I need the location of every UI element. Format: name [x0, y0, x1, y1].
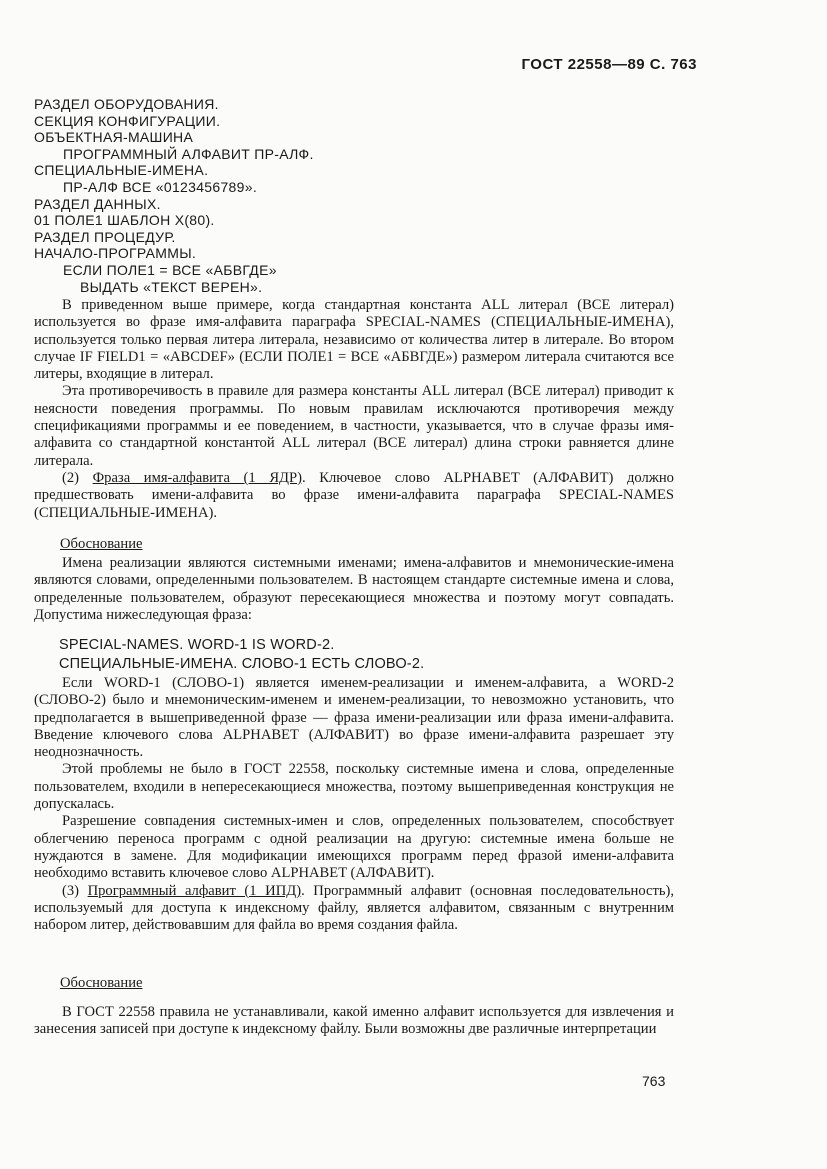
paragraph [34, 883, 674, 935]
code-line: СПЕЦИАЛЬНЫЕ-ИМЕНА. [34, 162, 209, 179]
code-line: ПРОГРАММНЫЙ АЛФАВИТ ПР-АЛФ. [63, 145, 314, 162]
code-line: ПР-АЛФ ВСЕ «0123456789». [63, 178, 258, 195]
code-line: НАЧАЛО-ПРОГРАММЫ. [34, 245, 197, 262]
code-listing [34, 96, 434, 295]
code-line: СЕКЦИЯ КОНФИГУРАЦИИ. [34, 112, 221, 129]
section-heading: Обоснование [60, 536, 143, 552]
code-line: РАЗДЕЛ ОБОРУДОВАНИЯ. [34, 96, 219, 112]
item-title: Фраза имя-алфавита (1 ЯДР) [92, 469, 302, 486]
paragraph: В ГОСТ 22558 правила не устанавливали, какой именно алфавит используется для извлечения и занесения записей при доступе к индексному файлу. Были возможны две различные интерпретации [34, 1004, 674, 1038]
item-number: (2) [62, 469, 93, 486]
section-heading: Обоснование [60, 975, 143, 991]
paragraph: В приведенном выше примере, когда стандартная константа ALL литерал (ВСЕ литерал) используется во фразе имя-алфавита параграфа SPECIAL-NAMES (СПЕЦИАЛЬНЫЕ-ИМЕНА), используется только первая литера литерала, независимо от количества литер в литерале. Во втором случае IF FIELD1 = «ABCDEF» (ЕСЛИ ПОЛЕ1 = ВСЕ «АБВГДЕ») размером литерала считаются все литеры, входящие в литерал. [34, 297, 674, 383]
paragraph: Этой проблемы не было в ГОСТ 22558, поскольку системные имена и слова, определенные пользователем, входили в непересекающиеся множества, поэтому вышеприведенная конструкция не допускалась. [34, 761, 674, 813]
page-header: ГОСТ 22558—89 С. 763 [521, 56, 697, 73]
item-number: (3) [62, 882, 88, 899]
text-block-4 [34, 1004, 674, 1039]
code-line: ОБЪЕКТНАЯ-МАШИНА [34, 129, 194, 146]
text-block-1 [34, 297, 674, 522]
code-line: РАЗДЕЛ ДАННЫХ. [34, 195, 161, 212]
text-block-3 [34, 675, 674, 934]
item-text: . Программный алфавит (основная последовательность), используемый для доступа к индексному файлу, является алфавитом, связанным с внутренним набором литер, действовавшим для файла во время создания файла. [34, 882, 675, 934]
code-line: 01 ПОЛЕ1 ШАБЛОН X(80). [34, 212, 215, 229]
paragraph: Разрешение совпадения системных-имен и слов, определенных пользователем, способствует облегчению переноса программ с одной реализации на другую: системные имена больше не нуждаются в замене. Для модификации имеющихся программ перед фразой имени-алфавита необходимо вставить ключевое слово ALPHABET (АЛФАВИТ). [34, 813, 674, 882]
example-line: СПЕЦИАЛЬНЫЕ-ИМЕНА. СЛОВО-1 ЕСТЬ СЛОВО-2. [59, 656, 425, 672]
code-line: ЕСЛИ ПОЛЕ1 = ВСЕ «АБВГДЕ» [63, 261, 277, 278]
paragraph: Эта противоречивость в правиле для размера константы ALL литерал (ВСЕ литерал) приводит к неясности поведения программы. По новым правилам исключаются противоречия между спецификациями программы и ее поведением, в частности, указывается, что в случае фразы имя-алфавита со стандартной константой ALL литерал (ВСЕ литерал) длина строки равняется длине литерала. [34, 383, 674, 469]
page-number: 763 [642, 1073, 666, 1089]
code-line: РАЗДЕЛ ПРОЦЕДУР. [34, 228, 176, 245]
paragraph [34, 470, 674, 522]
text-block-2 [34, 555, 674, 624]
code-line: ВЫДАТЬ «ТЕКСТ ВЕРЕН». [80, 278, 263, 295]
example-line: SPECIAL-NAMES. WORD-1 IS WORD-2. [59, 637, 335, 653]
item-title: Программный алфавит (1 ИПД) [87, 882, 302, 899]
item-text: . Ключевое слово ALPHABET (АЛФАВИТ) должно предшествовать имени-алфавита во фразе имени-алфавита параграфа SPECIAL-NAMES (СПЕЦИАЛЬНЫЕ-ИМЕНА). [34, 469, 674, 521]
paragraph: Если WORD-1 (СЛОВО-1) является именем-реализации и именем-алфавита, а WORD-2 (СЛОВО-2) было и мнемоническим-именем и именем-реализации, то невозможно установить, что предполагается в вышеприведенной фразе — фраза имени-реализации или фраза имени-алфавита. Введение ключевого слова ALPHABET (АЛФАВИТ) во фразе имени-алфавита разрешает эту неоднозначность. [34, 675, 674, 761]
paragraph: Имена реализации являются системными именами; имена-алфавитов и мнемонические-имена являются словами, определенными пользователем. В настоящем стандарте системные имена и слова, определенные пользователем, образуют пересекающиеся множества и поэтому могут совпадать. Допустима нижеследующая фраза: [34, 555, 674, 623]
